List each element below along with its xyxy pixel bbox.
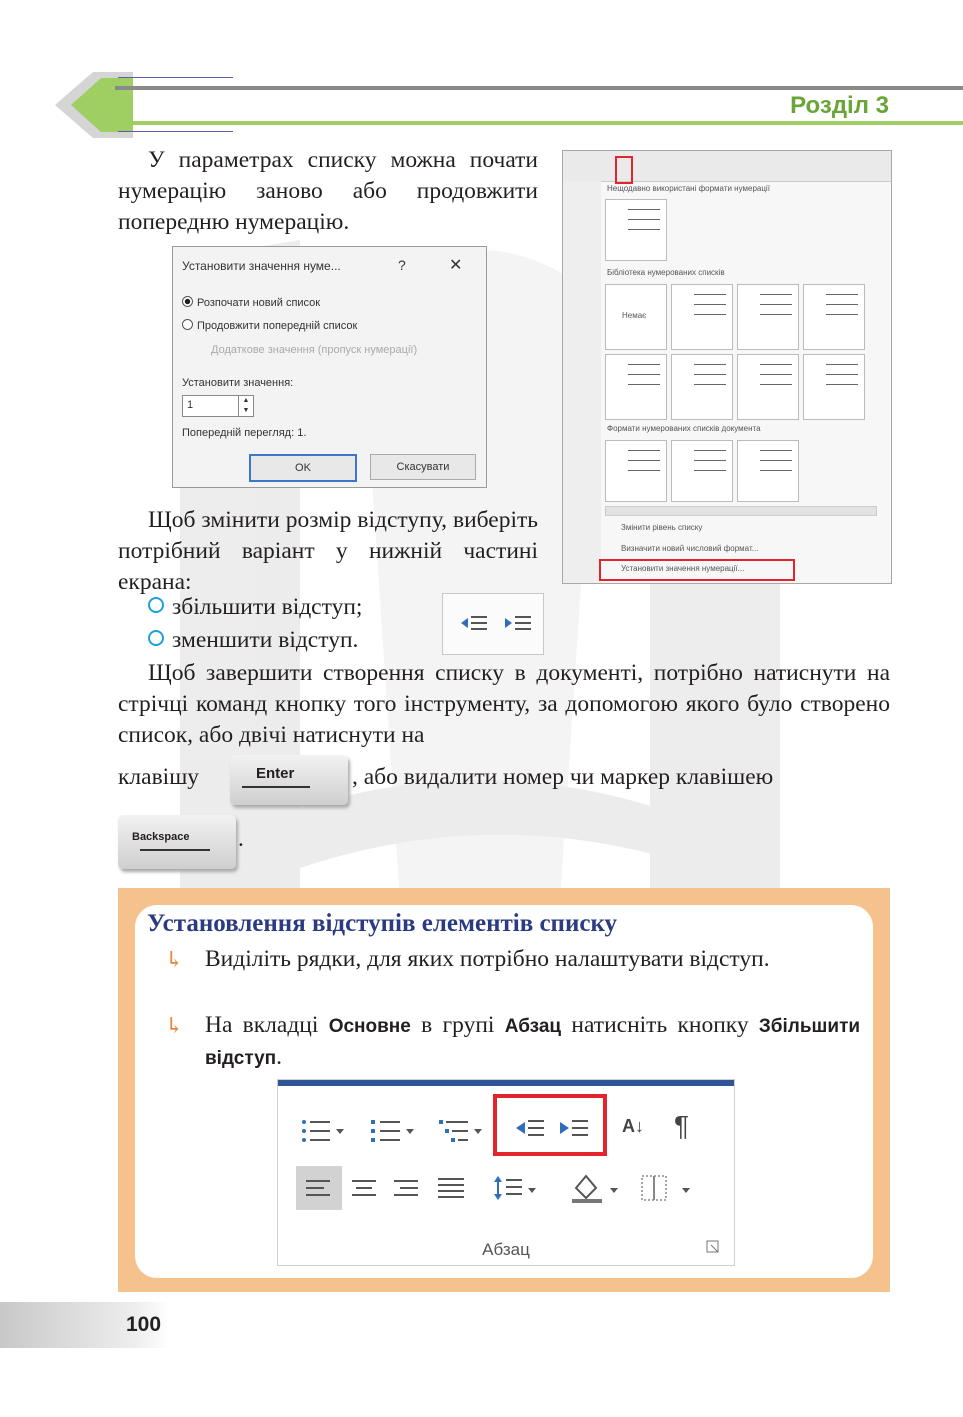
- step-arrow-icon: ↳: [165, 1013, 184, 1038]
- indent-paragraph: Щоб змінити розмір відступу, виберіть потрібний варіант у нижній частині екрана:: [118, 507, 538, 595]
- bullets-icon[interactable]: [300, 1118, 344, 1144]
- gallery-scrollbar[interactable]: [605, 506, 877, 516]
- decrease-indent-icon[interactable]: [461, 614, 487, 634]
- dialog-title: Установити значення нуме...: [182, 259, 341, 273]
- format-thumbnail[interactable]: [737, 284, 799, 350]
- preview-label: Попередній перегляд: 1.: [182, 427, 307, 439]
- radio-off-icon: [182, 319, 193, 330]
- radio-continue[interactable]: Продовжити попередній список: [182, 319, 357, 332]
- multilevel-list-icon[interactable]: [438, 1118, 482, 1144]
- format-thumbnail[interactable]: [605, 354, 667, 420]
- step-2: ↳ На вкладці Основне в групі Абзац натисніть кнопку Збільшити відступ.: [165, 1012, 861, 1070]
- radio-restart[interactable]: Розпочати новий список: [182, 296, 320, 309]
- page-number: 100: [126, 1313, 162, 1336]
- format-thumbnail[interactable]: [671, 284, 733, 350]
- radio-on-icon: [182, 296, 193, 307]
- bullet-ring-icon: [148, 597, 164, 613]
- checkbox-extra-value[interactable]: Додаткове значення (пропуск нумерації): [211, 344, 418, 356]
- enter-key: Enter: [230, 755, 348, 805]
- dialog-launcher-icon[interactable]: [706, 1240, 720, 1254]
- header-rule-top: [115, 86, 963, 90]
- ribbon-strip: [563, 151, 891, 182]
- increase-indent-icon[interactable]: [560, 1118, 590, 1142]
- intro-paragraph: У параметрах списку можна почати нумерацію заново або продовжити попередню нумерацію.: [118, 147, 538, 235]
- align-left-icon: [306, 1179, 332, 1197]
- section-title: Розділ 3: [790, 92, 889, 119]
- step-1: ↳ Виділіть рядки, для яких потрібно налаштувати відступ.: [205, 944, 860, 975]
- line-spacing-icon[interactable]: [494, 1174, 538, 1202]
- cmd-set-value[interactable]: Установити значення нумерації...: [621, 564, 745, 573]
- spinner-arrows-icon[interactable]: ▲ ▼: [238, 396, 253, 416]
- justify-icon[interactable]: [438, 1177, 466, 1199]
- cmd-define-new[interactable]: Визначити новий числовий формат...: [621, 544, 759, 553]
- pilcrow-icon[interactable]: ¶: [674, 1110, 690, 1141]
- group-label: Абзац: [482, 1240, 530, 1259]
- period: .: [238, 826, 244, 852]
- doc-formats-label: Формати нумерованих списків документа: [607, 424, 761, 433]
- cancel-button[interactable]: Скасувати: [370, 454, 476, 480]
- align-right-icon[interactable]: [394, 1179, 420, 1197]
- recent-label: Нещодавно використані формати нумерації: [607, 184, 770, 193]
- library-label: Бібліотека нумерованих списків: [607, 268, 725, 277]
- instruction-title: Установлення відступів елементів списку: [147, 910, 618, 937]
- backspace-key: Backspace: [118, 815, 236, 869]
- header-thin-line: [118, 77, 233, 78]
- borders-icon[interactable]: [640, 1174, 694, 1202]
- enter-arrow-icon: [242, 786, 310, 788]
- format-thumbnail[interactable]: [737, 440, 799, 502]
- backspace-arrow-icon: [140, 849, 210, 851]
- header-chevron-icon: [55, 72, 135, 138]
- cmd-change-level[interactable]: Змінити рівень списку: [621, 523, 703, 532]
- format-thumbnail[interactable]: [803, 284, 865, 350]
- format-thumbnail[interactable]: [737, 354, 799, 420]
- close-icon[interactable]: ✕: [449, 257, 463, 274]
- ok-button[interactable]: OK: [249, 454, 357, 482]
- align-left-button[interactable]: [296, 1166, 342, 1210]
- format-thumbnail[interactable]: [671, 354, 733, 420]
- key-prefix-text: клавішу: [118, 764, 200, 790]
- set-numbering-dialog: [172, 246, 487, 488]
- bullet-increase: збільшити відступ;: [148, 594, 362, 621]
- set-value-spinner[interactable]: 1 ▲ ▼: [182, 395, 254, 417]
- header-thin-line: [118, 131, 233, 132]
- align-center-icon[interactable]: [352, 1179, 378, 1197]
- numbering-icon[interactable]: [370, 1118, 414, 1144]
- finish-paragraph: Щоб завершити створення списку в документі, потрібно натиснути на стрічці команд кнопку того інструменту, за допомогою якого було створено список, або двічі натиснути на: [118, 660, 890, 748]
- step-arrow-icon: ↳: [165, 947, 184, 972]
- header-rule-bottom: [115, 121, 963, 125]
- indent-buttons-box: [442, 593, 544, 655]
- paragraph-ribbon: [277, 1079, 735, 1266]
- set-value-label: Установити значення:: [182, 377, 294, 389]
- shading-icon[interactable]: [570, 1172, 620, 1204]
- numbering-dropdown-highlight[interactable]: [615, 156, 633, 184]
- format-thumbnail[interactable]: [671, 440, 733, 502]
- bullet-decrease: зменшити відступ.: [148, 627, 358, 654]
- increase-indent-icon[interactable]: [505, 614, 531, 634]
- format-thumbnail[interactable]: [605, 199, 667, 261]
- decrease-indent-icon[interactable]: [516, 1118, 546, 1142]
- sort-icon[interactable]: A↓: [622, 1116, 644, 1136]
- format-thumbnail[interactable]: [605, 440, 667, 502]
- help-icon[interactable]: ?: [398, 257, 406, 273]
- format-none[interactable]: Немає: [605, 284, 667, 350]
- format-thumbnail[interactable]: [803, 354, 865, 420]
- ribbon-top-bar: [278, 1080, 734, 1086]
- numbering-gallery: [562, 150, 892, 584]
- bullet-ring-icon: [148, 630, 164, 646]
- left-panel: [563, 181, 601, 583]
- finish-paragraph-end: , або видалити номер чи маркер клавішею: [352, 764, 774, 790]
